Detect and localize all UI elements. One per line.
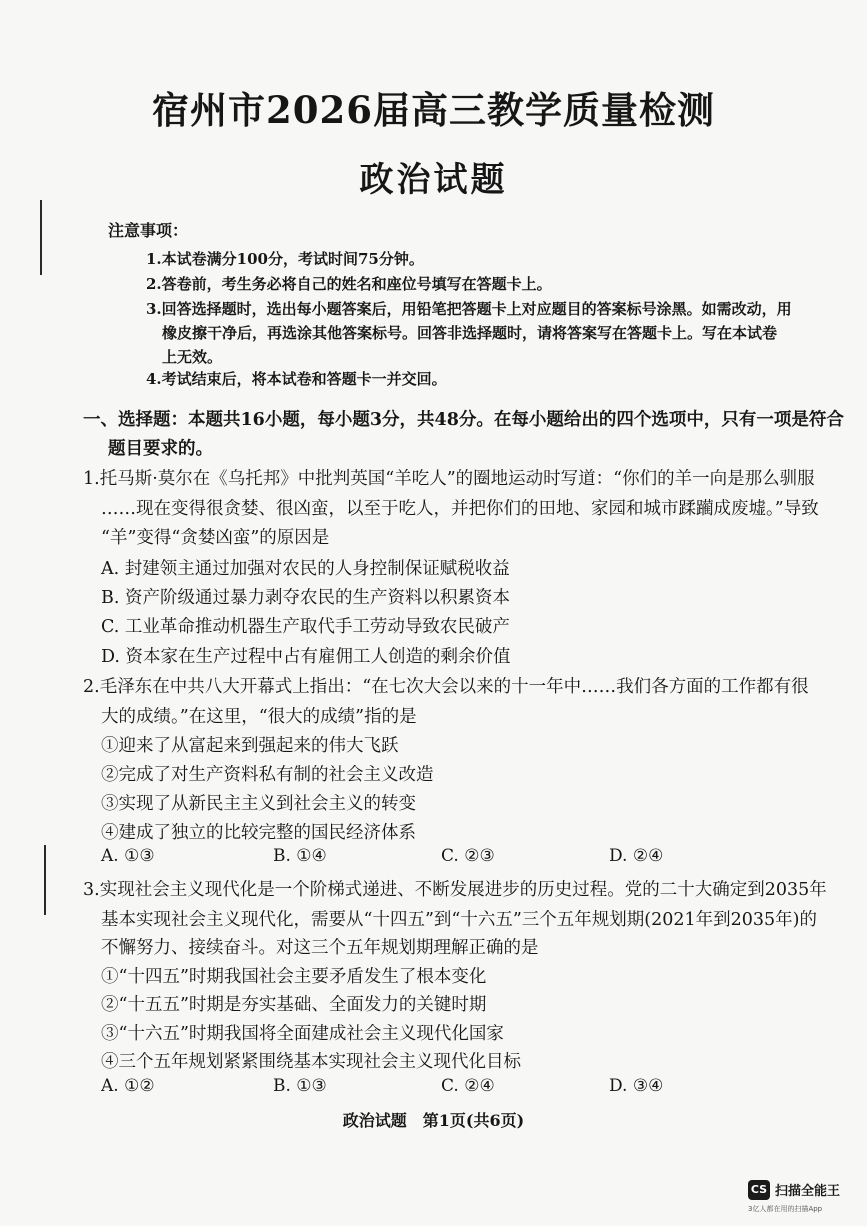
question-3-choices [101,1076,801,1102]
question-2-stem: 2.毛泽东在中共八大开幕式上指出：“在七次大会以来的十一年中……我们各方面的工作都有很 [83,677,809,697]
question-1-option-c[interactable]: C. 工业革命推动机器生产取代手工劳动导致农民破产 [101,617,510,637]
question-1-option-d[interactable]: D. 资本家在生产过程中占有雇佣工人创造的剩余价值 [101,647,511,667]
question-1-option-a[interactable]: A. 封建领主通过加强对农民的人身控制保证赋税收益 [101,559,510,579]
choice-d[interactable]: D. ③④ [609,1076,664,1096]
scanner-watermark [748,1180,866,1222]
notice-item: 1.本试卷满分100分，考试时间75分钟。 [146,250,424,268]
section-heading-cont: 题目要求的。 [108,439,213,459]
scan-edge-mark [40,200,42,275]
choice-c[interactable]: C. ②③ [441,846,495,866]
question-3-statement: ②“十五五”时期是夯实基础、全面发力的关键时期 [101,995,487,1015]
choice-b[interactable]: B. ①④ [273,846,327,866]
notice-item: 2.答卷前，考生务必将自己的姓名和座位号填写在答题卡上。 [146,275,552,293]
choice-c[interactable]: C. ②④ [441,1076,495,1096]
question-2-choices [101,846,801,872]
question-2-statement: ③实现了从新民主主义到社会主义的转变 [101,794,416,814]
notice-item: 3.回答选择题时，选出每小题答案后，用铅笔把答题卡上对应题目的答案标号涂黑。如需改动，用 [146,300,792,318]
question-3-statement: ①“十四五”时期我国社会主要矛盾发生了根本变化 [101,967,487,987]
notice-item: 4.考试结束后，将本试卷和答题卡一并交回。 [146,370,447,388]
question-1-option-b[interactable]: B. 资产阶级通过暴力剥夺农民的生产资料以积累资本 [101,588,510,608]
choice-a[interactable]: A. ①② [101,1076,155,1096]
subject-title: 政治试题 [359,160,508,200]
exam-title: 宿州市2026届高三教学质量检测 [152,88,715,132]
question-2-statement: ②完成了对生产资料私有制的社会主义改造 [101,765,434,785]
notice-item: 上无效。 [162,348,223,366]
question-3-statement: ④三个五年规划紧紧围绕基本实现社会主义现代化目标 [101,1052,521,1072]
question-2-statement: ④建成了独立的比较完整的国民经济体系 [101,823,416,843]
scanner-name: 扫描全能王 [775,1184,841,1199]
question-3-stem: 3.实现社会主义现代化是一个阶梯式递进、不断发展进步的历史过程。党的二十大确定到2035年 [83,880,827,900]
section-heading: 一、选择题：本题共16小题，每小题3分，共48分。在每小题给出的四个选项中，只有一项是符合 [83,410,844,430]
notice-heading: 注意事项： [108,221,189,240]
choice-d[interactable]: D. ②④ [609,846,664,866]
question-3-statement: ③“十六五”时期我国将全面建成社会主义现代化国家 [101,1024,504,1044]
page-footer: 政治试题 第1页(共6页) [342,1111,525,1130]
scan-edge-mark [44,845,46,915]
question-1-stem: 1.托马斯·莫尔在《乌托邦》中批判英国“羊吃人”的圈地运动时写道：“你们的羊一向是那么驯服 [83,469,815,489]
choice-b[interactable]: B. ①③ [273,1076,327,1096]
question-1-stem: ……现在变得很贪婪、很凶蛮，以至于吃人，并把你们的田地、家园和城市蹂躏成废墟。”导致 [101,499,819,519]
scanner-logo-icon: CS [748,1180,770,1200]
notice-item: 橡皮擦干净后，再选涂其他答案标号。回答非选择题时，请将答案写在答题卡上。写在本试卷 [162,324,778,342]
question-1-stem: “羊”变得“贪婪凶蛮”的原因是 [101,528,330,548]
choice-a[interactable]: A. ①③ [101,846,155,866]
question-3-stem: 基本实现社会主义现代化，需要从“十四五”到“十六五”三个五年规划期(2021年到2035年)的 [101,910,818,930]
question-2-statement: ①迎来了从富起来到强起来的伟大飞跃 [101,736,399,756]
question-3-stem: 不懈努力、接续奋斗。对这三个五年规划期理解正确的是 [101,938,539,958]
question-2-stem: 大的成绩。”在这里，“很大的成绩”指的是 [101,707,417,727]
scanner-tagline: 3亿人都在用的扫描App [748,1205,823,1213]
